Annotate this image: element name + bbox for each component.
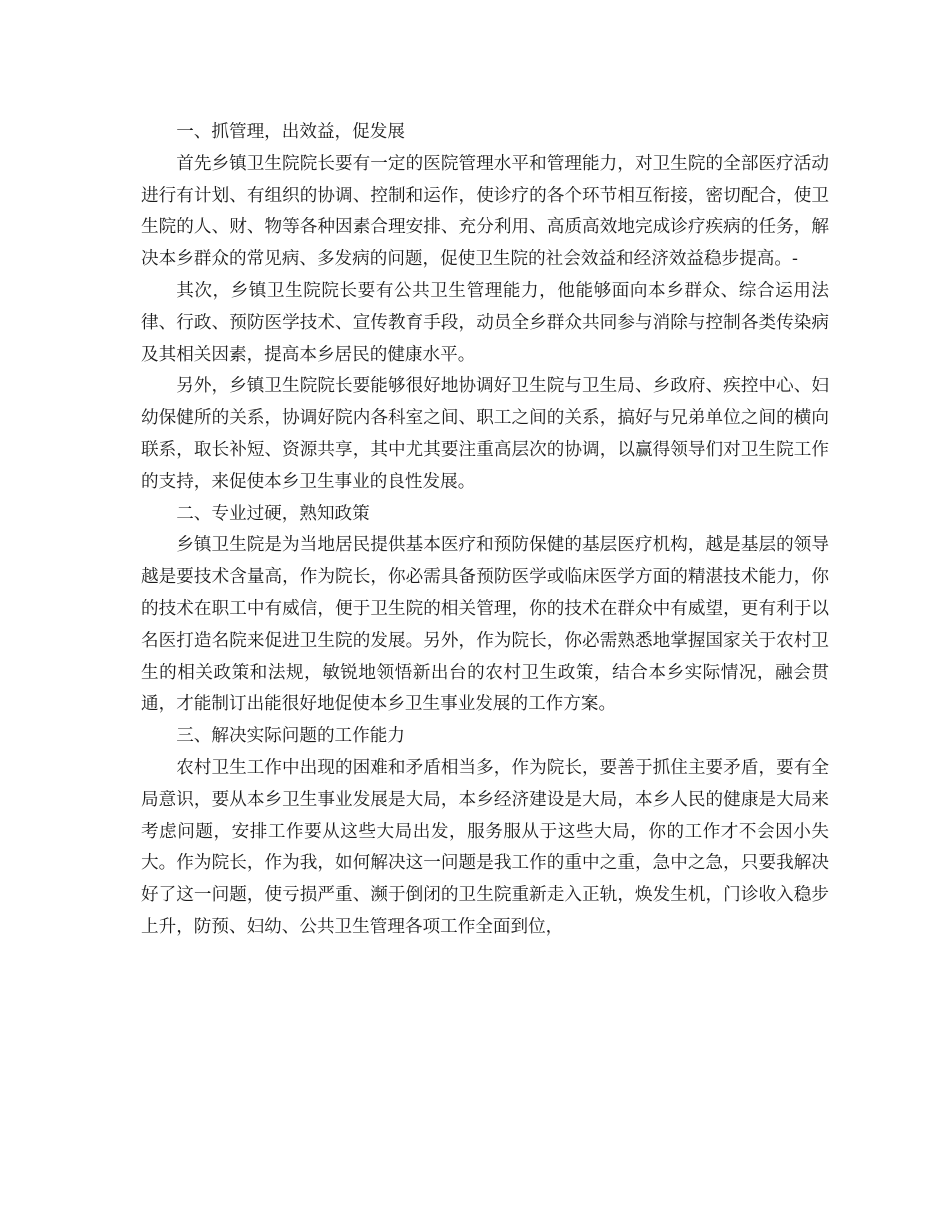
- section-heading-3: 三、解决实际问题的工作能力: [176, 726, 405, 747]
- paragraph-professional-skills: 乡镇卫生院是为当地居民提供基本医疗和预防保健的基层医疗机构，越是基层的领导越是要技术含量高，作为院长，你必需具备预防医学或临床医学方面的精湛技术能力，你的技术在职工中有威信，便于卫生院的相关管理，你的技术在群众中有威望，更有利于以名医打造名院来促进卫生院的发展。另外，作为院长，你必需熟悉地掌握国家关于农村卫生的相关政策和法规，敏锐地领悟新出台的农村卫生政策，结合本乡实际情况，融会贯通，才能制订出能很好地促使本乡卫生事业发展的工作方案。: [141, 535, 829, 715]
- section-heading-1: 一、抓管理，出效益，促发展: [176, 122, 405, 142]
- paragraph-coordination: 另外，乡镇卫生院院长要能够很好地协调好卫生院与卫生局、乡政府、疾控中心、妇幼保健所的关系，协调好院内各科室之间、职工之间的关系，搞好与兄弟单位之间的横向联系，取长补短、资源共享，其中尤其要注重高层次的协调，以赢得领导们对卫生院工作的支持，来促使本乡卫生事业的良性发展。: [141, 376, 829, 492]
- section-heading-2: 二、专业过硬，熟知政策: [176, 503, 370, 524]
- paragraph-management-ability: 首先乡镇卫生院院长要有一定的医院管理水平和管理能力，对卫生院的全部医疗活动进行有计划、有组织的协调、控制和运作，使诊疗的各个环节相互衔接，密切配合，使卫生院的人、财、物等各种因素合理安排、充分利用、高质高效地完成诊疗疾病的任务，解决本乡群众的常见病、多发病的问题，促使卫生院的社会效益和经济效益稳步提高。-: [141, 153, 829, 270]
- paragraph-public-health: 其次，乡镇卫生院院长要有公共卫生管理能力，他能够面向本乡群众、综合运用法律、行政、预防医学技术、宣传教育手段，动员全乡群众共同参与消除与控制各类传染病及其相关因素，提高本乡居民的健康水平。: [141, 280, 829, 365]
- document-body: [141, 117, 829, 944]
- paragraph-problem-solving: 农村卫生工作中出现的困难和矛盾相当多，作为院长，要善于抓住主要矛盾，要有全局意识，要从本乡卫生事业发展是大局，本乡经济建设是大局，本乡人民的健康是大局来考虑问题，安排工作要从这些大局出发，服务服从于这些大局，你的工作才不会因小失大。作为院长，作为我，如何解决这一问题是我工作的重中之重，急中之急，只要我解决好了这一问题，使亏损严重、濒于倒闭的卫生院重新走入正轨，焕发生机，门诊收入稳步上升，防预、妇幼、公共卫生管理各项工作全面到位，: [141, 757, 829, 937]
